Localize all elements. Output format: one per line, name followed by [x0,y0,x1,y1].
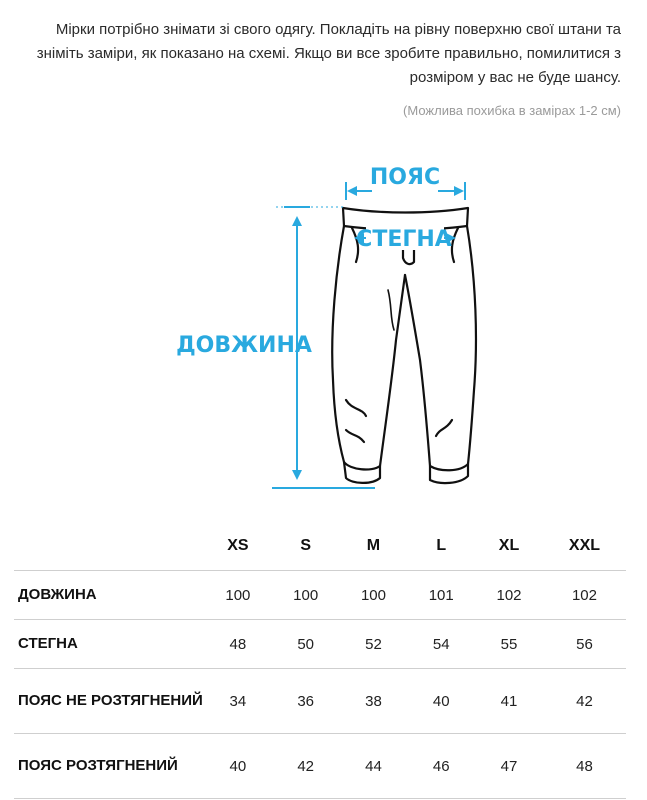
table-cell: 100 [272,571,340,620]
table-cell: 55 [475,620,543,669]
length-label: ДОВЖИНА [176,333,312,358]
table-row-length [14,571,626,620]
size-header: S [272,522,340,571]
table-cell: 48 [543,734,626,799]
row-label: ПОЯС РОЗТЯГНЕНИЙ [14,734,204,799]
table-cell: 34 [204,669,272,734]
table-cell: 44 [340,734,408,799]
table-cell: 54 [407,620,475,669]
table-cell: 41 [475,669,543,734]
table-cell: 102 [475,571,543,620]
size-header: XL [475,522,543,571]
size-header: L [407,522,475,571]
table-cell: 36 [272,669,340,734]
table-cell: 100 [340,571,408,620]
waist-label: ПОЯС [369,165,441,190]
row-label: ПОЯС НЕ РОЗТЯГНЕНИЙ [14,669,204,734]
hips-label: СТЕГНА [356,227,452,252]
table-cell: 56 [543,620,626,669]
size-header: XXL [543,522,626,571]
table-cell: 38 [340,669,408,734]
table-cell: 101 [407,571,475,620]
table-cell: 100 [204,571,272,620]
table-cell: 46 [407,734,475,799]
instructions-text: Мірки потрібно знімати зі свого одягу. Покладіть на рівну поверхню свої штани та зніміть заміри, як показано на схемі. Якщо ви все зробите правильно, помилитися з розміром у вас не буде шансу. [36,21,621,86]
size-chart-table [14,522,626,799]
size-header-row [14,522,626,571]
size-header: M [340,522,408,571]
table-cell: 47 [475,734,543,799]
measurement-error-note: (Можлива похибка в замірах 1-2 см) [403,103,621,118]
table-cell: 50 [272,620,340,669]
table-cell: 102 [543,571,626,620]
table-cell: 42 [543,669,626,734]
table-cell: 40 [204,734,272,799]
size-header: XS [204,522,272,571]
table-row-hips [14,620,626,669]
table-corner-cell [14,522,204,571]
table-row-waist-relaxed [14,669,626,734]
row-label: ДОВЖИНА [14,571,204,620]
table-cell: 42 [272,734,340,799]
row-label: СТЕГНА [14,620,204,669]
table-cell: 52 [340,620,408,669]
table-cell: 48 [204,620,272,669]
pants-measurement-diagram [0,145,647,505]
table-cell: 40 [407,669,475,734]
table-row-waist-stretched [14,734,626,799]
